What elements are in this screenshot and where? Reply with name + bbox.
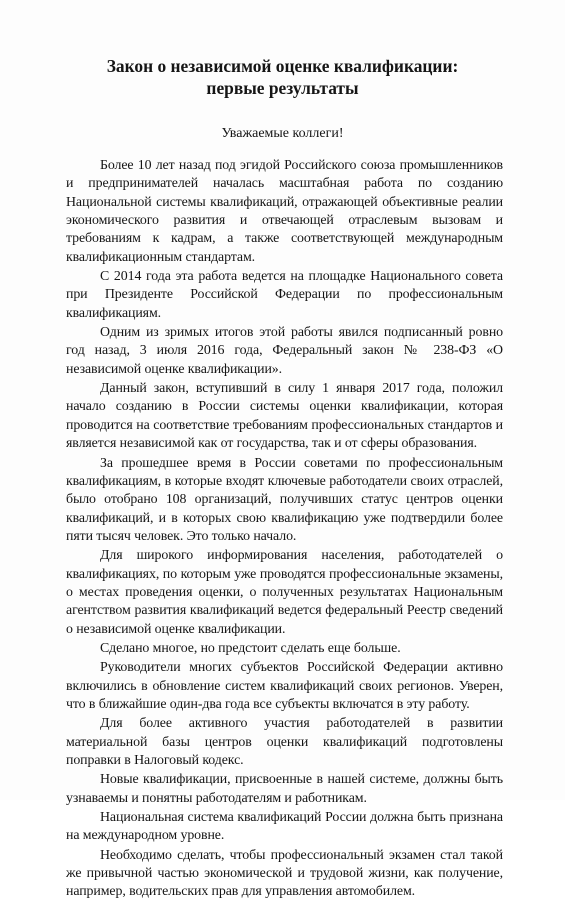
title-line-2: первые результаты [206, 78, 359, 98]
paragraph-2: С 2014 года эта работа ведется на площадке Национального совета при Президенте Российской Федерации по профессиональным квалификациям. [66, 269, 503, 321]
paragraph-6: Для широкого информирования населения, работодателей о квалификациях, по которым уже проводятся профессиональные экзамены, о местах проведения оценки, о полученных результатах Национальным агентством развития квалификаций ведется федеральный Реестр сведений о независимой оценке квалификации. [66, 548, 503, 637]
paragraph-10: Новые квалификации, присвоенные в нашей системе, должны быть узнаваемы и понятны работодателям и работникам. [66, 772, 503, 806]
paragraph-1: Более 10 лет назад под эгидой Российского союза промышленников и предпринимателей началась масштабная работа по созданию Национальной системы квалификаций, отражающей объективные реалии экономического развития и отвечающей отраслевым вызовам и требованиям к кадрам, а также соответствующей международным квалификационным стандартам. [66, 158, 503, 265]
paragraph-4: Данный закон, вступивший в силу 1 января 2017 года, положил начало созданию в России системы оценки квалификации, которая проводится на соответствие требованиям профессиональных стандартов и является независимой как от государства, так и от сферы образования. [66, 381, 503, 452]
paragraph-8: Руководители многих субъектов Российской Федерации активно включились в обновление систем квалификаций своих регионов. Уверен, что в ближайшие один-два года все субъекты включатся в эту работу. [66, 660, 503, 712]
paragraph-3: Одним из зримых итогов этой работы явился подписанный ровно год назад, 3 июля 2016 года, Федеральный закон № 238-ФЗ «О независимой оценке квалификации». [66, 325, 503, 377]
paragraph-5: За прошедшее время в России советами по профессиональным квалификациям, в которые входят ключевые работодатели своих отраслей, было отобрано 108 организаций, получивших статус центров оценки квалификаций, и в которых свою квалификацию уже подтвердили более пяти тысяч человек. Это только начало. [66, 455, 503, 544]
paragraph-12: Необходимо сделать, чтобы профессиональный экзамен стал такой же привычной частью экономической и трудовой жизни, как получение, например, водительских прав для управления автомобилем. [66, 847, 503, 900]
title-line-1: Закон о независимой оценке квалификации: [106, 56, 459, 76]
document-title [60, 55, 505, 99]
paragraph-7: Сделано многое, но предстоит сделать еще больше. [100, 640, 401, 656]
paragraph-9: Для более активного участия работодателей в развитии материальной базы центров оценки квалификаций подготовлены поправки в Налоговый кодекс. [66, 716, 503, 768]
greeting: Уважаемые коллеги! [221, 126, 344, 141]
document-body [66, 157, 503, 902]
paragraph-11: Национальная система квалификаций России должна быть признана на международном уровне. [66, 810, 503, 844]
